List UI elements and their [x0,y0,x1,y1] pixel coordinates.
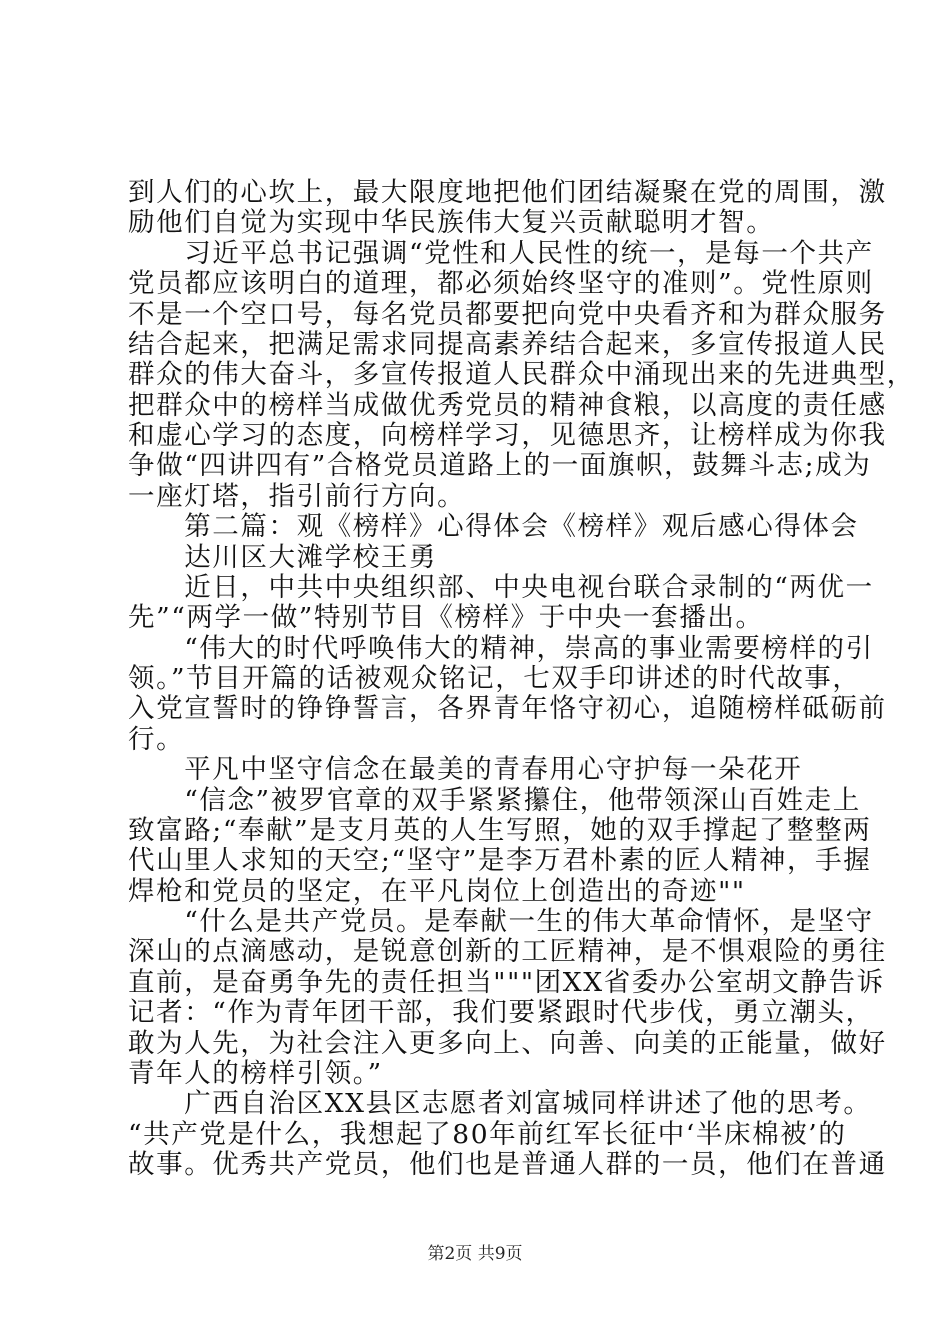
text-line: “什么是共产党员。是奉献一生的伟大革命情怀，是坚守 [128,906,874,937]
text-line: 直前，是奋勇争先的责任担当"""团XX省委办公室胡文静告诉 [128,967,885,998]
text-line: 焊枪和党员的坚定，在平凡岗位上创造出的奇迹"" [128,876,746,907]
text-line: 近日，中共中央组织部、中央电视台联合录制的“两优一 [128,572,874,603]
text-line: 励他们自觉为实现中华民族伟大复兴贡献聪明才智。 [128,207,775,238]
text-line: 党员都应该明白的道理，都必须始终坚守的准则”。党性原则 [128,268,874,299]
text-line: 领。”节目开篇的话被观众铭记，七双手印讲述的时代故事， [128,663,861,694]
text-line: 记者：“作为青年团干部，我们要紧跟时代步伐，勇立潮头， [128,997,874,1028]
text-line: 和虚心学习的态度，向榜样学习，见德思齐，让榜样成为你我 [128,420,887,451]
text-line: 结合起来，把满足需求同提高素养结合起来，多宣传报道人民 [128,329,887,360]
text-line: 行。 [128,724,185,755]
text-line: “伟大的时代呼唤伟大的精神，崇高的事业需要榜样的引 [128,633,874,664]
text-line: 青年人的榜样引领。” [128,1058,383,1089]
text-line: “信念”被罗官章的双手紧紧攥住，他带领深山百姓走上 [128,785,861,816]
page-indicator: 第2页 共9页 [427,1244,523,1264]
text-line: 深山的点滴感动，是锐意创新的工匠精神，是不惧艰险的勇往 [128,936,887,967]
text-line: 先”“两学一做”特别节目《榜样》于中央一套播出。 [128,602,764,633]
text-line: 群众的伟大奋斗，多宣传报道人民群众中涌现出来的先进典型， [128,359,915,390]
section-heading: 第二篇：观《榜样》心得体会《榜样》观后感心得体会 [128,511,859,542]
text-line: 一座灯塔，指引前行方向。 [128,481,466,512]
text-line: 广西自治区XX县区志愿者刘富城同样讲述了他的思考。 [128,1088,872,1119]
text-line: 习近平总书记强调“党性和人民性的统一，是每一个共产 [128,238,874,269]
text-line: 致富路;“奉献”是支月英的人生写照，她的双手撑起了整整两 [128,815,872,846]
text-line: 入党宣誓时的铮铮誓言，各界青年恪守初心，追随榜样砥砺前 [128,693,887,724]
text-line: “共产党是什么，我想起了80年前红军长征中‘半床棉被’的 [128,1119,847,1150]
text-line: 敢为人先，为社会注入更多向上、向善、向美的正能量，做好 [128,1028,887,1059]
text-line: 到人们的心坎上，最大限度地把他们团结凝聚在党的周围，激 [128,177,887,208]
text-line: 代山里人求知的天空;“坚守”是李万君朴素的匠人精神，手握 [128,845,872,876]
subheading-line: 平凡中坚守信念在最美的青春用心守护每一朵花开 [128,754,803,785]
author-line: 达川区大滩学校王勇 [128,542,438,573]
text-line: 不是一个空口号，每名党员都要把向党中央看齐和为群众服务 [128,299,887,330]
text-line: 把群众中的榜样当成做优秀党员的精神食粮，以高度的责任感 [128,390,887,421]
text-line: 争做“四讲四有”合格党员道路上的一面旗帜，鼓舞斗志;成为 [128,450,872,481]
text-line: 故事。优秀共产党员，他们也是普通人群的一员，他们在普通 [128,1149,887,1180]
